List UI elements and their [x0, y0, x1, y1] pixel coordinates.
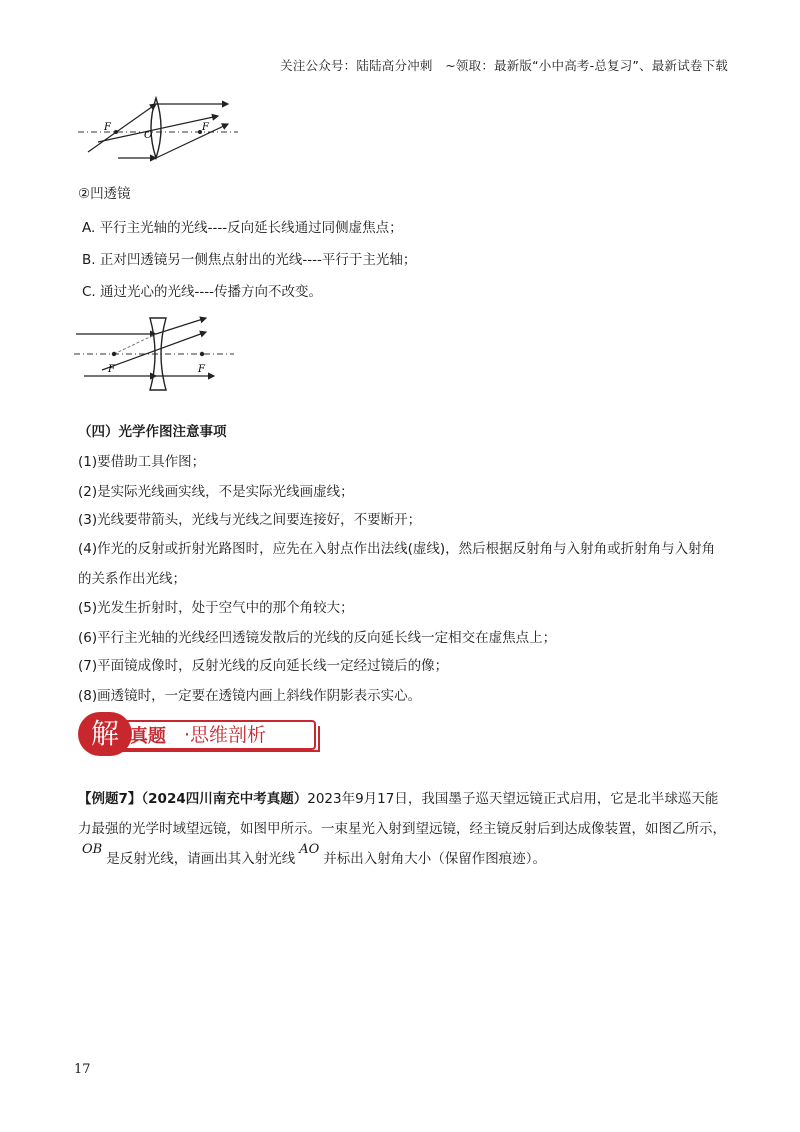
note-item: (5)光发生折射时，处于空气中的那个角较大；	[78, 600, 354, 616]
section-banner	[78, 712, 318, 756]
example-source: （2024四川南充中考真题）	[141, 791, 308, 807]
concave-item-a: A. 平行主光轴的光线----反向延长线通过同侧虚焦点；	[82, 220, 403, 236]
section-heading: （四）光学作图注意事项	[78, 424, 227, 440]
example-question	[78, 784, 730, 875]
concave-title: ②凹透镜	[78, 186, 131, 202]
concave-lens-diagram	[74, 312, 236, 396]
note-item: (6)平行主光轴的光线经凹透镜发散后的光线的反向延长线一定相交在虚焦点上；	[78, 630, 557, 646]
math-ao: AO	[299, 842, 320, 857]
page-header: 关注公众号：陆陆高分冲刺 ~领取：最新版“小中高考-总复习”、最新试卷下载	[280, 58, 728, 73]
banner-icon: 解	[78, 712, 132, 756]
example-label: 【例题7】	[78, 791, 142, 807]
banner-title: ·思维剖析	[184, 724, 267, 746]
note-item: (8)画透镜时，一定要在透镜内画上斜线作阴影表示实心。	[78, 688, 422, 704]
convex-lens-diagram	[78, 94, 238, 162]
page-number: 17	[74, 1062, 91, 1077]
example-text: 2023年9月17日，我国墨子巡天望远镜正式启用，它是北半球巡天能力最强的光学时域望远镜，如图甲所示。一束星光入射到望远镜，经主镜反射后到达成像装置，如图乙所示，	[78, 791, 726, 837]
banner-title-bold: 真题	[130, 726, 166, 747]
focus-label-right: F	[198, 364, 205, 375]
math-ob: OB	[82, 842, 103, 857]
note-item: (7)平面镜成像时，反射光线的反向延长线一定经过镜后的像；	[78, 658, 449, 674]
example-text: 是反射光线，请画出其入射光线	[106, 851, 296, 867]
concave-item-c: C. 通过光心的光线----传播方向不改变。	[82, 284, 322, 300]
note-item: (1)要借助工具作图；	[78, 454, 206, 470]
note-item: (2)是实际光线画实线，不是实际光线画虚线；	[78, 484, 354, 500]
focus-label-left: F	[104, 122, 111, 133]
example-text: 并标出入射角大小（保留作图痕迹）。	[323, 851, 547, 867]
concave-item-b: B. 正对凹透镜另一侧焦点射出的光线----平行于主光轴；	[82, 252, 417, 268]
focus-label-right: F	[202, 122, 209, 133]
center-label: O	[144, 130, 153, 141]
note-item: (4)作光的反射或折射光路图时，应先在入射点作出法线(虚线)，然后根据反射角与入射角或折射角与入射角的关系作出光线；	[78, 541, 716, 587]
note-item: (3)光线要带箭头，光线与光线之间要连接好，不要断开；	[78, 512, 422, 528]
focus-label-left: F	[108, 364, 115, 375]
